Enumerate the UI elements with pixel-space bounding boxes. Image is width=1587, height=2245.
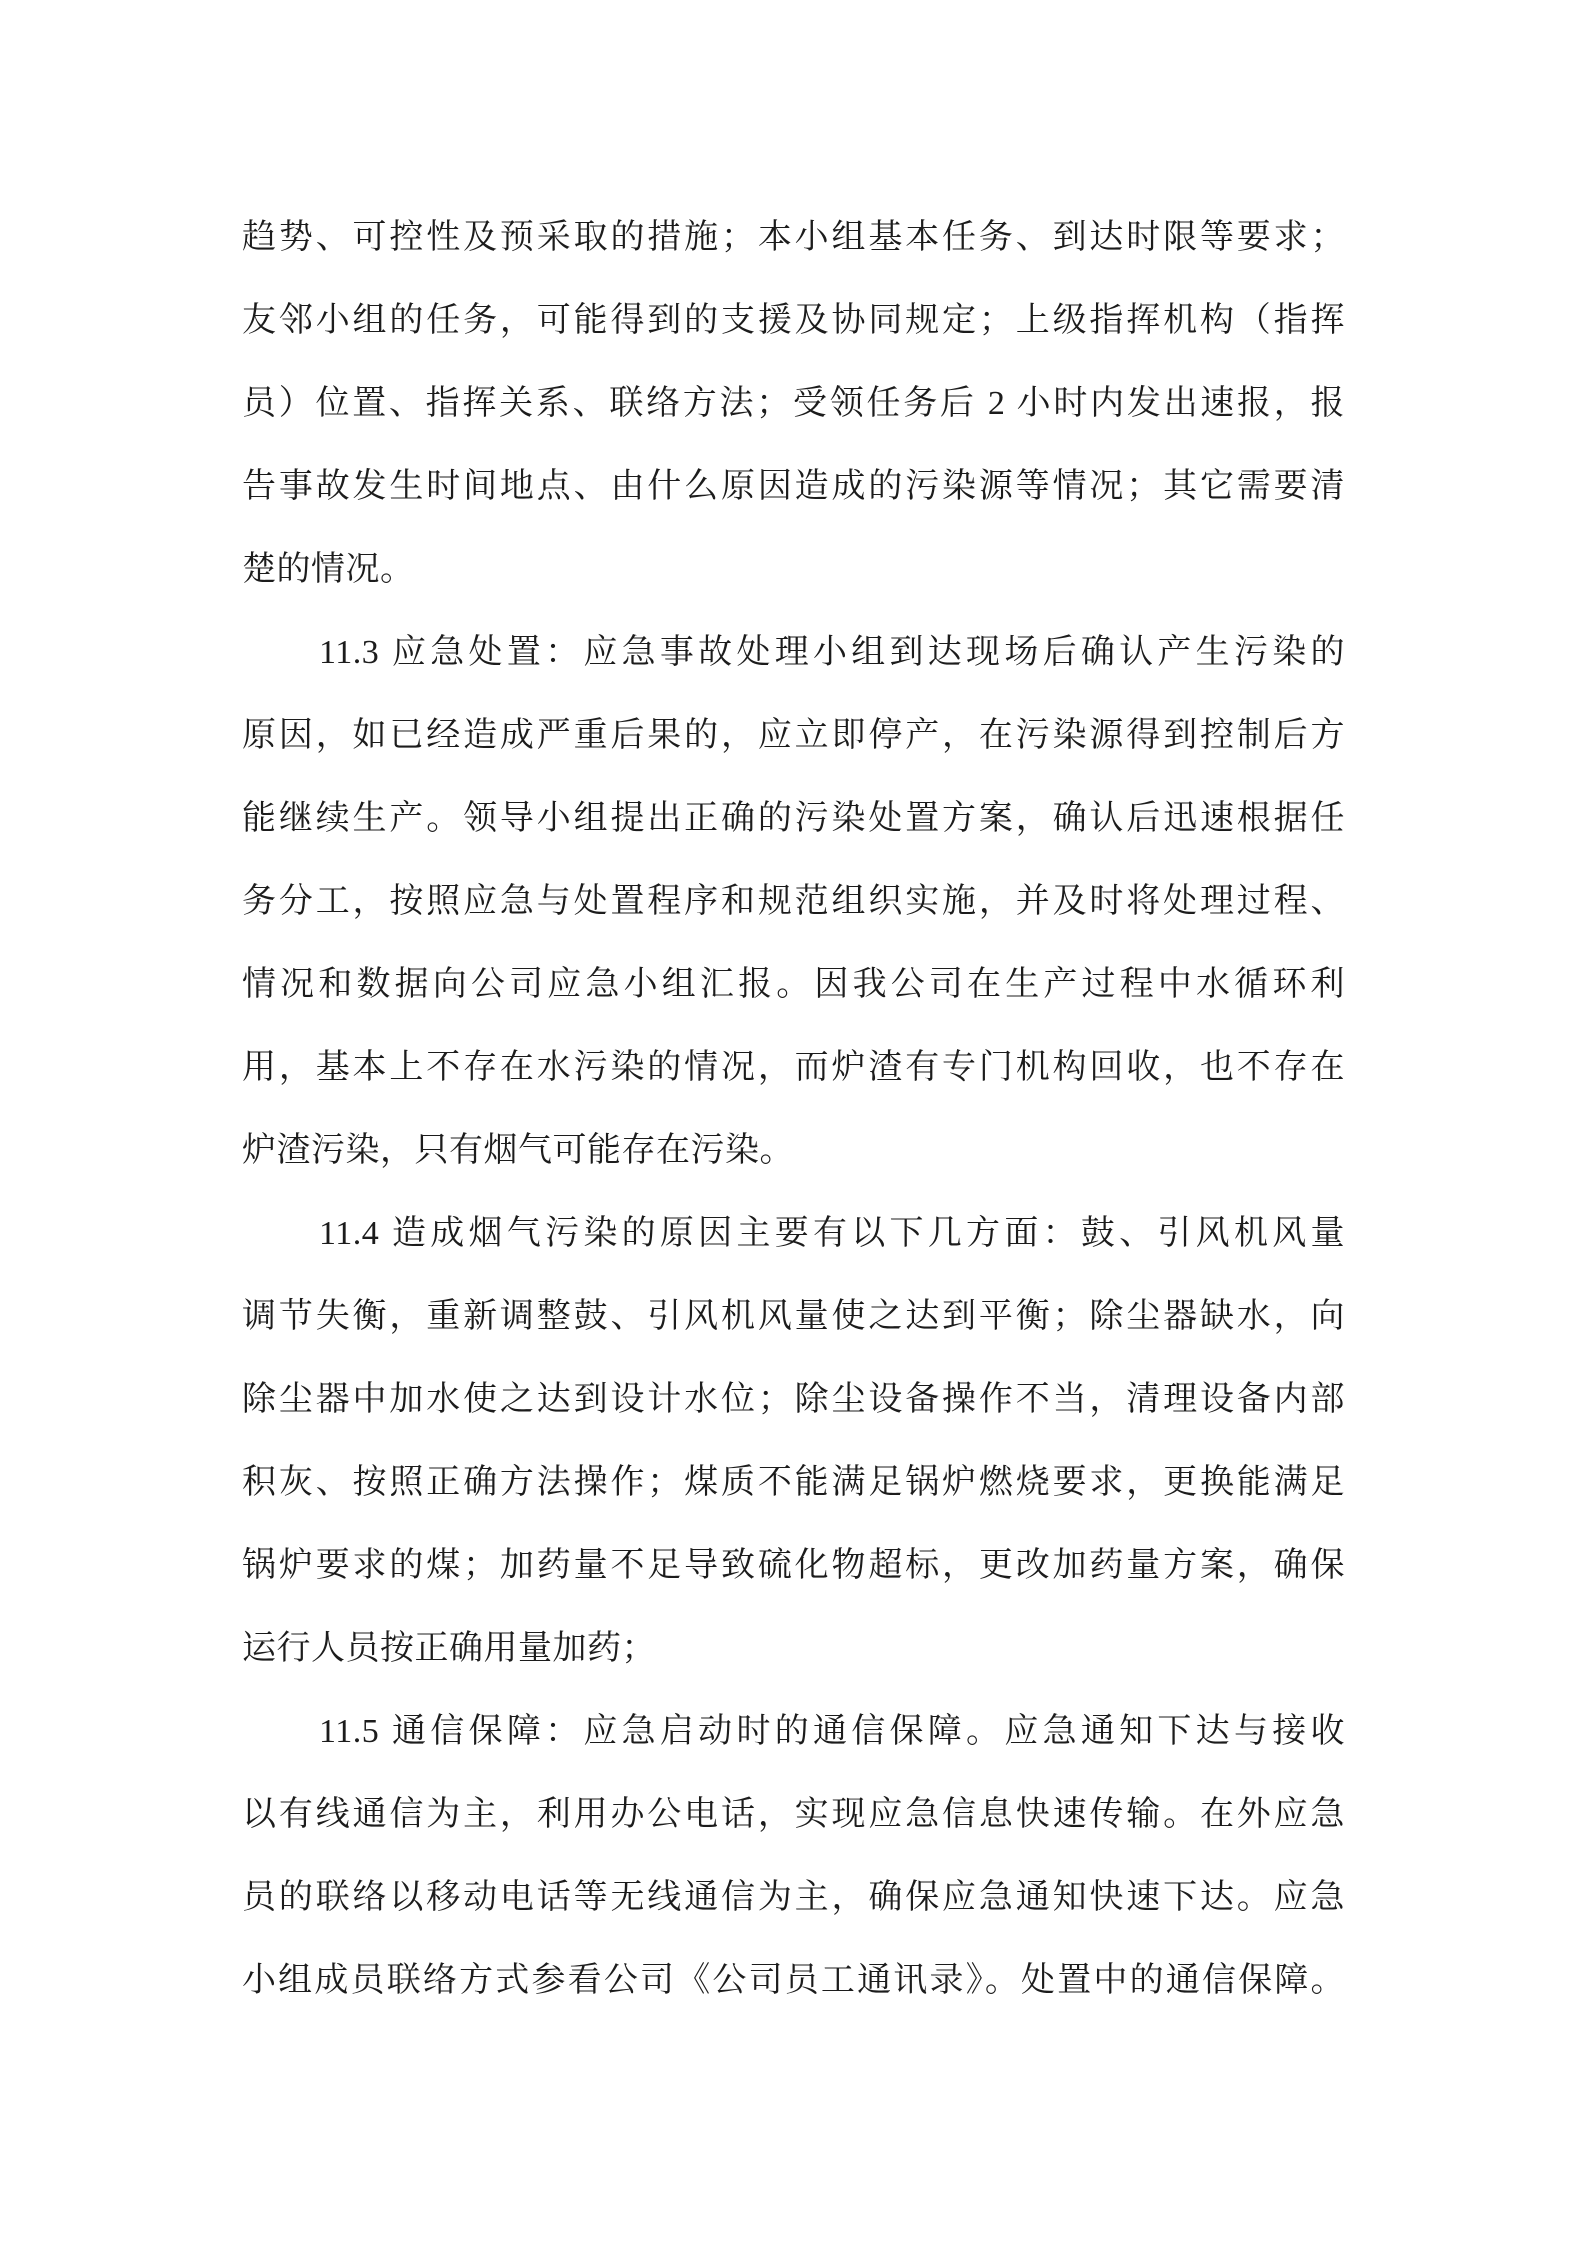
text-line: 务分工，按照应急与处置程序和规范组织实施，并及时将处理过程、 [242, 883, 1345, 920]
text-line: 炉渣污染，只有烟气可能存在污染。 [242, 1132, 794, 1169]
text-line: 友邻小组的任务，可能得到的支援及协同规定；上级指挥机构（指挥 [242, 302, 1345, 339]
text-line: 锅炉要求的煤；加药量不足导致硫化物超标，更改加药量方案，确保 [242, 1547, 1345, 1584]
text-line: 告事故发生时间地点、由什么原因造成的污染源等情况；其它需要清 [242, 468, 1345, 505]
text-line: 能继续生产。领导小组提出正确的污染处置方案，确认后迅速根据任 [242, 800, 1345, 837]
text-block [242, 196, 1345, 2022]
text-line: 员）位置、指挥关系、联络方法；受领任务后 2 小时内发出速报，报 [242, 385, 1345, 422]
text-line: 11.5 通信保障：应急启动时的通信保障。应急通知下达与接收 [319, 1713, 1345, 1750]
text-line: 情况和数据向公司应急小组汇报。因我公司在生产过程中水循环利 [242, 966, 1345, 1003]
text-line: 楚的情况。 [242, 551, 415, 588]
text-line: 除尘器中加水使之达到设计水位；除尘设备操作不当，清理设备内部 [242, 1381, 1345, 1418]
text-line: 员的联络以移动电话等无线通信为主，确保应急通知快速下达。应急 [242, 1879, 1345, 1916]
text-line: 用，基本上不存在水污染的情况，而炉渣有专门机构回收，也不存在 [242, 1049, 1345, 1086]
text-line: 运行人员按正确用量加药； [242, 1630, 656, 1667]
text-line: 原因，如已经造成严重后果的，应立即停产，在污染源得到控制后方 [242, 717, 1345, 754]
text-line: 调节失衡，重新调整鼓、引风机风量使之达到平衡；除尘器缺水，向 [242, 1298, 1345, 1335]
text-line: 积灰、按照正确方法操作；煤质不能满足锅炉燃烧要求，更换能满足 [242, 1464, 1345, 1501]
text-line: 小组成员联络方式参看公司《公司员工通讯录》。处置中的通信保障。 [242, 1962, 1345, 1999]
text-line: 11.4 造成烟气污染的原因主要有以下几方面：鼓、引风机风量 [319, 1215, 1345, 1252]
text-line: 趋势、可控性及预采取的措施；本小组基本任务、到达时限等要求； [242, 219, 1345, 256]
text-line: 11.3 应急处置：应急事故处理小组到达现场后确认产生污染的 [319, 634, 1345, 671]
text-line: 以有线通信为主，利用办公电话，实现应急信息快速传输。在外应急 [242, 1796, 1345, 1833]
